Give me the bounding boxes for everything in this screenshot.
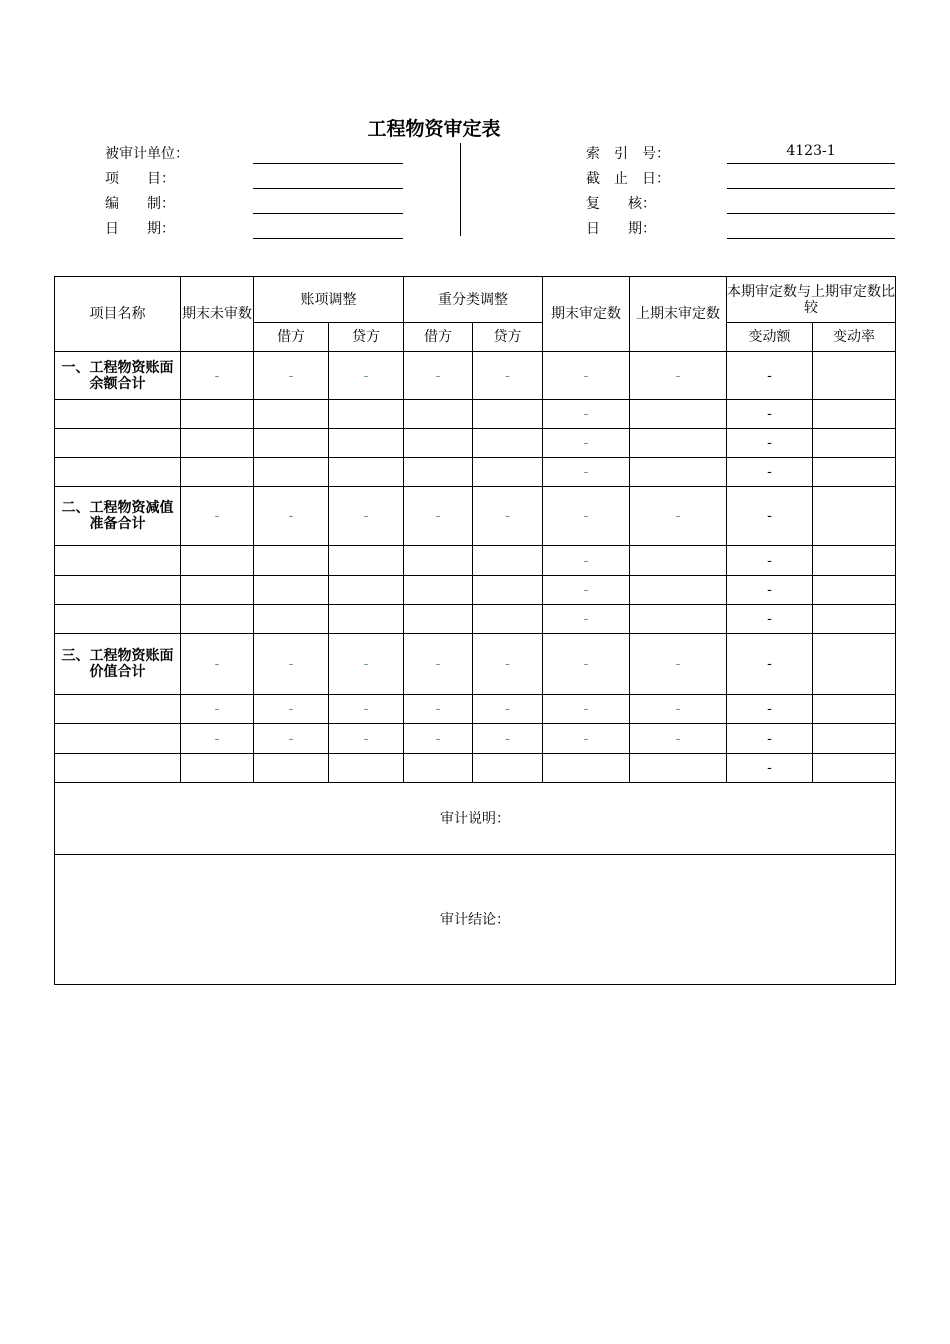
col-header-account-adjust: 账项调整	[254, 277, 404, 323]
field-reviewer[interactable]	[727, 213, 895, 214]
cell-empty[interactable]	[630, 400, 727, 429]
col-header-compare: 本期审定数与上期审定数比较	[727, 277, 896, 323]
cell-dash[interactable]: -	[329, 487, 404, 546]
cell-empty[interactable]	[813, 487, 896, 546]
cell-empty[interactable]	[55, 724, 181, 754]
cell-dash[interactable]: -	[254, 724, 329, 754]
cell-empty[interactable]	[55, 400, 181, 429]
cell-dash[interactable]: -	[727, 487, 813, 546]
cell-empty[interactable]	[630, 605, 727, 634]
cell-empty[interactable]	[254, 605, 329, 634]
cell-empty[interactable]	[630, 754, 727, 783]
field-audited-unit[interactable]	[253, 163, 403, 164]
cell-empty[interactable]	[543, 754, 630, 783]
cell-empty[interactable]	[630, 546, 727, 576]
cell-empty[interactable]	[813, 352, 896, 400]
cell-dash[interactable]: -	[404, 352, 473, 400]
table-row	[55, 546, 896, 576]
table-row	[55, 754, 896, 783]
cell-dash[interactable]: -	[727, 429, 813, 458]
cell-dash[interactable]: -	[473, 724, 543, 754]
cell-dash[interactable]: -	[543, 458, 630, 487]
cell-empty[interactable]	[181, 458, 254, 487]
cell-empty[interactable]	[329, 429, 404, 458]
cell-empty[interactable]	[181, 754, 254, 783]
cell-dash[interactable]: -	[543, 634, 630, 695]
col-header-reclass-adjust: 重分类调整	[404, 277, 543, 323]
cell-empty[interactable]	[404, 576, 473, 605]
table-row	[55, 634, 896, 695]
table-row	[55, 576, 896, 605]
cell-empty[interactable]	[473, 546, 543, 576]
cell-empty[interactable]	[181, 400, 254, 429]
label-date-left: 日 期：	[105, 221, 175, 237]
cell-empty[interactable]	[813, 724, 896, 754]
cell-dash[interactable]: -	[727, 576, 813, 605]
audit-explanation-label[interactable]: 审计说明：	[55, 783, 896, 855]
cell-dash[interactable]: -	[543, 400, 630, 429]
cell-empty[interactable]	[181, 605, 254, 634]
cell-empty[interactable]	[813, 634, 896, 695]
cell-dash[interactable]: -	[404, 487, 473, 546]
cell-dash[interactable]: -	[404, 695, 473, 724]
field-prepared-by[interactable]	[253, 213, 403, 214]
table-row	[55, 695, 896, 724]
cell-empty[interactable]	[254, 429, 329, 458]
cell-dash[interactable]: -	[254, 634, 329, 695]
cell-empty[interactable]	[813, 546, 896, 576]
cell-dash[interactable]: -	[727, 634, 813, 695]
cell-empty[interactable]	[254, 546, 329, 576]
cell-empty[interactable]	[55, 695, 181, 724]
cell-empty[interactable]	[329, 576, 404, 605]
cell-dash[interactable]: -	[181, 487, 254, 546]
row-label-section-2: 二、工程物资减值准备合计	[55, 487, 181, 546]
cell-empty[interactable]	[473, 458, 543, 487]
col-header-change-rate: 变动率	[813, 323, 896, 352]
cell-dash[interactable]: -	[543, 695, 630, 724]
cell-dash[interactable]: -	[181, 352, 254, 400]
table-row	[55, 487, 896, 546]
col-header-end-audited: 期末审定数	[543, 277, 630, 352]
label-project: 项 目：	[105, 171, 175, 187]
cell-dash[interactable]: -	[473, 487, 543, 546]
cell-empty[interactable]	[329, 400, 404, 429]
cell-dash[interactable]: -	[329, 634, 404, 695]
cell-dash[interactable]: -	[543, 724, 630, 754]
col-header-debit: 借方	[404, 323, 473, 352]
col-header-credit: 贷方	[329, 323, 404, 352]
label-prepared-by: 编 制：	[105, 196, 175, 212]
cell-dash[interactable]: -	[543, 605, 630, 634]
cell-empty[interactable]	[404, 400, 473, 429]
cell-dash[interactable]: -	[727, 754, 813, 783]
cell-dash[interactable]: -	[727, 724, 813, 754]
col-header-end-unaudited: 期末未审数	[181, 277, 254, 352]
table-row	[55, 724, 896, 754]
cell-dash[interactable]: -	[404, 634, 473, 695]
cell-empty[interactable]	[473, 400, 543, 429]
cell-empty[interactable]	[404, 458, 473, 487]
cell-empty[interactable]	[55, 605, 181, 634]
field-index-no[interactable]	[727, 163, 895, 164]
cell-empty[interactable]	[404, 429, 473, 458]
cell-dash[interactable]: -	[543, 576, 630, 605]
row-label-section-1: 一、工程物资账面余额合计	[55, 352, 181, 400]
cell-dash[interactable]: -	[181, 695, 254, 724]
cell-empty[interactable]	[813, 576, 896, 605]
col-header-debit: 借方	[254, 323, 329, 352]
cell-empty[interactable]	[55, 429, 181, 458]
table-row	[55, 458, 896, 487]
label-reviewer: 复 核：	[586, 196, 656, 212]
cell-empty[interactable]	[55, 458, 181, 487]
cell-dash[interactable]: -	[404, 724, 473, 754]
cell-empty[interactable]	[254, 458, 329, 487]
cell-empty[interactable]	[404, 754, 473, 783]
cell-empty[interactable]	[329, 754, 404, 783]
col-header-item: 项目名称	[55, 277, 181, 352]
cell-empty[interactable]	[404, 605, 473, 634]
cell-empty[interactable]	[630, 576, 727, 605]
label-cutoff-date: 截 止 日：	[586, 171, 670, 187]
cell-empty[interactable]	[813, 605, 896, 634]
cell-dash[interactable]: -	[630, 352, 727, 400]
col-header-credit: 贷方	[473, 323, 543, 352]
page-title: 工程物资审定表	[367, 118, 501, 140]
cell-empty[interactable]	[181, 576, 254, 605]
cell-dash[interactable]: -	[727, 695, 813, 724]
cell-empty[interactable]	[813, 695, 896, 724]
cell-dash[interactable]: -	[630, 487, 727, 546]
cell-empty[interactable]	[630, 458, 727, 487]
cell-dash[interactable]: -	[254, 695, 329, 724]
cell-empty[interactable]	[55, 754, 181, 783]
cell-empty[interactable]	[55, 576, 181, 605]
field-project[interactable]	[253, 188, 403, 189]
label-audited-unit: 被审计单位：	[105, 146, 189, 162]
cell-empty[interactable]	[329, 605, 404, 634]
cell-dash[interactable]: -	[543, 546, 630, 576]
cell-empty[interactable]	[254, 576, 329, 605]
table-row	[55, 605, 896, 634]
cell-empty[interactable]	[181, 429, 254, 458]
cell-dash[interactable]: -	[329, 695, 404, 724]
cell-empty[interactable]	[473, 754, 543, 783]
cell-dash[interactable]: -	[630, 634, 727, 695]
cell-dash[interactable]: -	[543, 352, 630, 400]
cell-dash[interactable]: -	[727, 458, 813, 487]
value-index-no: 4123-1	[786, 143, 836, 159]
cell-dash[interactable]: -	[727, 400, 813, 429]
field-cutoff-date[interactable]	[727, 188, 895, 189]
cell-empty[interactable]	[473, 429, 543, 458]
cell-empty[interactable]	[329, 458, 404, 487]
table-row	[55, 352, 896, 400]
cell-dash[interactable]: -	[543, 487, 630, 546]
cell-empty[interactable]	[329, 546, 404, 576]
cell-empty[interactable]	[813, 458, 896, 487]
row-label-section-3: 三、工程物资账面价值合计	[55, 634, 181, 695]
table-row	[55, 400, 896, 429]
cell-empty[interactable]	[473, 576, 543, 605]
cell-dash[interactable]: -	[727, 605, 813, 634]
cell-dash[interactable]: -	[254, 487, 329, 546]
cell-dash[interactable]: -	[630, 695, 727, 724]
cell-empty[interactable]	[630, 429, 727, 458]
cell-dash[interactable]: -	[630, 724, 727, 754]
cell-dash[interactable]: -	[181, 724, 254, 754]
cell-dash[interactable]: -	[727, 352, 813, 400]
field-date-right[interactable]	[727, 238, 895, 239]
field-date-left[interactable]	[253, 238, 403, 239]
label-index-no: 索 引 号：	[586, 146, 670, 162]
cell-dash[interactable]: -	[727, 546, 813, 576]
cell-empty[interactable]	[55, 546, 181, 576]
cell-empty[interactable]	[181, 546, 254, 576]
cell-dash[interactable]: -	[473, 695, 543, 724]
cell-dash[interactable]: -	[329, 724, 404, 754]
cell-dash[interactable]: -	[543, 429, 630, 458]
table-row	[55, 429, 896, 458]
cell-dash[interactable]: -	[181, 634, 254, 695]
audit-table	[54, 276, 896, 985]
cell-empty[interactable]	[813, 754, 896, 783]
col-header-change-amount: 变动额	[727, 323, 813, 352]
cell-empty[interactable]	[254, 754, 329, 783]
cell-dash[interactable]: -	[473, 634, 543, 695]
cell-dash[interactable]: -	[329, 352, 404, 400]
cell-dash[interactable]: -	[254, 352, 329, 400]
cell-empty[interactable]	[254, 400, 329, 429]
cell-empty[interactable]	[813, 400, 896, 429]
cell-empty[interactable]	[473, 605, 543, 634]
col-header-prev-audited: 上期末审定数	[630, 277, 727, 352]
cell-dash[interactable]: -	[473, 352, 543, 400]
header-divider	[460, 143, 461, 236]
cell-empty[interactable]	[813, 429, 896, 458]
label-date-right: 日 期：	[586, 221, 656, 237]
cell-empty[interactable]	[404, 546, 473, 576]
audit-conclusion-label[interactable]: 审计结论：	[55, 855, 896, 985]
